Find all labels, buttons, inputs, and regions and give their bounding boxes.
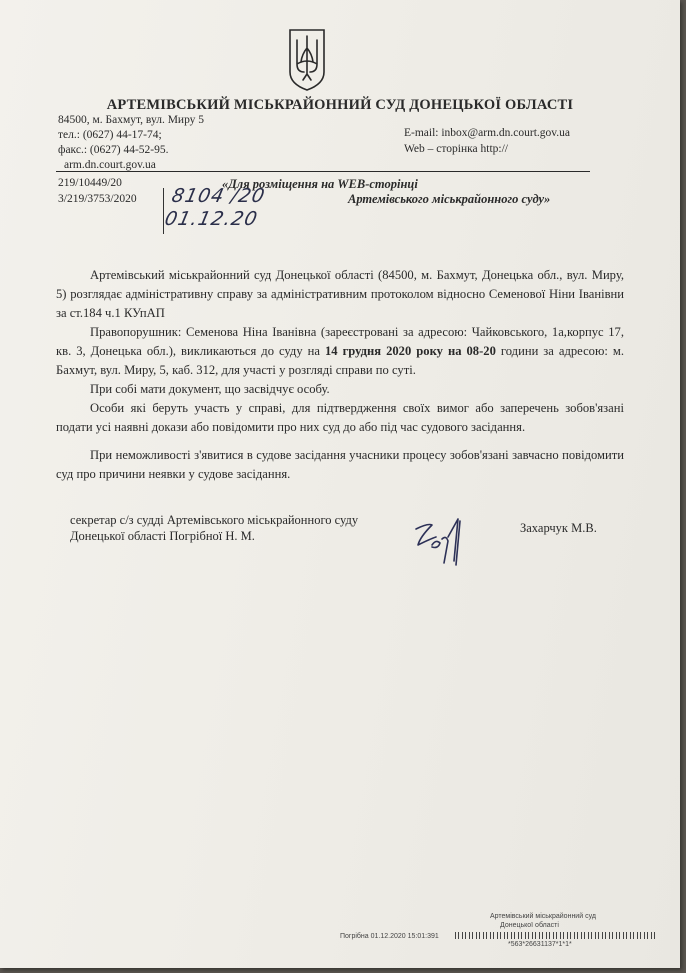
paragraph-absence: При неможливості з'явитися в судове засідання учасники процесу зобов'язані завчасно повідомити суд про причини неявки у судове засідання. bbox=[56, 448, 624, 481]
signer-position-line-2: Донецької області Погрібної Н. М. bbox=[70, 529, 255, 543]
paragraph-summons bbox=[56, 323, 624, 380]
paragraph-case-description: Артемівський міськрайонний суд Донецької області (84500, м. Бахмут, Донецька обл., вул. Миру, 5) розглядає адміністративну справу за адміністративним протоколом відносно Семенової Ніни Іванівни за ст.184 ч.1 КУпАП bbox=[56, 268, 624, 320]
case-number: 219/10449/20 bbox=[58, 177, 122, 189]
handwritten-registration-date: 01.12.20 bbox=[162, 208, 260, 230]
footer-court: Артемівський міськрайонний суд bbox=[490, 913, 596, 920]
web-notice-line-1: «Для розміщення на WEB-сторінці bbox=[222, 177, 418, 191]
signer-name: Захарчук М.В. bbox=[520, 521, 597, 535]
court-address: 84500, м. Бахмут, вул. Миру 5 bbox=[58, 114, 205, 126]
paragraph-id-document: При собі мати документ, що засвідчує особу. bbox=[90, 382, 330, 396]
court-title: АРТЕМІВСЬКИЙ МІСЬКРАЙОННИЙ СУД ДОНЕЦЬКОЇ ОБЛАСТІ bbox=[106, 97, 574, 113]
court-site: arm.dn.court.gov.ua bbox=[64, 159, 156, 171]
paragraph-evidence: Особи які беруть участь у справі, для підтвердження своїх вимог або заперечень зобов'язані подати усі наявні докази або повідомити про них суд до або під час судового засідання. bbox=[56, 401, 624, 434]
court-fax: факс.: (0627) 44-52-95. bbox=[58, 144, 169, 156]
proceeding-number: 3/219/3753/2020 bbox=[58, 193, 137, 205]
footer-registration-meta: Погрібна 01.12.2020 15:01:391 bbox=[340, 933, 439, 940]
court-web: Web – сторінка http:// bbox=[404, 143, 508, 155]
footer-barcode bbox=[455, 932, 657, 939]
signer-position-line-1: секретар с/з судді Артемівського міськрайонного суду bbox=[70, 513, 359, 527]
coat-of-arms-emblem bbox=[288, 28, 326, 92]
header-divider bbox=[56, 171, 590, 172]
footer-region: Донецької області bbox=[500, 922, 559, 929]
court-phone: тел.: (0627) 44-17-74; bbox=[58, 129, 162, 141]
court-email: E-mail: inbox@arm.dn.court.gov.ua bbox=[404, 127, 571, 139]
handwritten-registration-number: 8104 /20 bbox=[169, 185, 268, 207]
web-notice-line-2: Артемівського міськрайонного суду» bbox=[348, 192, 551, 206]
handwritten-signature bbox=[410, 515, 468, 567]
summons-text-start: Правопорушник: Семенова Ніна Іванівна (зареєстровані за адресою: Чайковського, 1а,корпус 17, кв. 3, Донецька обл.), викликаються до суду на bbox=[56, 325, 624, 358]
hearing-date: 14 грудня 2020 року на 08-20 bbox=[324, 344, 496, 358]
summons-text-end: години за адресою: м. Бахмут, вул. Миру, 5, каб. 312, для участі у розгляді справи по суті. bbox=[56, 344, 624, 377]
footer-barcode-code: *563*26631137*1*1* bbox=[508, 941, 572, 948]
